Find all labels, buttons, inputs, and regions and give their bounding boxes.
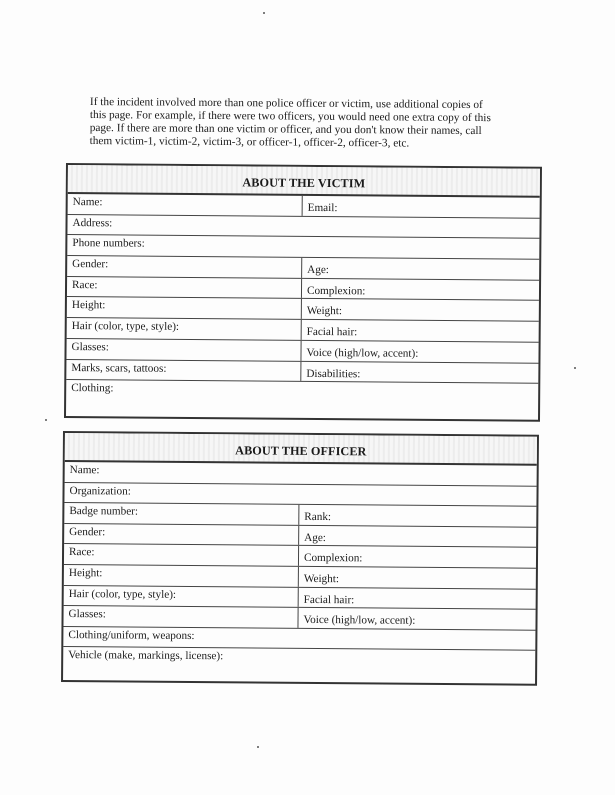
victim-marks-field[interactable]: Marks, scars, tattoos: [66, 360, 301, 382]
victim-voice-field[interactable]: Voice (high/low, accent): [306, 346, 419, 360]
instructions-line: page. If there are more than one victim or officer, and you don't know their names, call [89, 121, 482, 138]
instructions-line: them victim-1, victim-2, victim-3, or officer-1, officer-2, officer-3, etc. [89, 134, 410, 150]
victim-disabilities-field[interactable]: Disabilities: [306, 367, 361, 380]
officer-hair-field[interactable]: Hair (color, type, style): [64, 586, 299, 607]
victim-header [68, 165, 540, 198]
victim-facial-hair-field[interactable]: Facial hair: [306, 326, 358, 339]
victim-clothing-field[interactable]: Clothing: [71, 382, 114, 395]
officer-title: ABOUT THE OFFICER [235, 443, 367, 459]
officer-clothing-field[interactable]: Clothing/uniform, weapons: [68, 628, 195, 642]
scan-speck [257, 746, 259, 748]
scan-speck [45, 419, 47, 421]
victim-height-field[interactable]: Height: [67, 297, 302, 319]
victim-address-field[interactable]: Address: [72, 216, 113, 230]
victim-glasses-field[interactable]: Glasses: [66, 339, 301, 361]
officer-voice-field[interactable]: Voice (high/low, accent): [303, 614, 416, 627]
officer-glasses-field[interactable]: Glasses: [63, 606, 298, 627]
victim-title: ABOUT THE VICTIM [242, 175, 366, 191]
officer-rank-field[interactable]: Rank: [304, 511, 332, 524]
officer-table [61, 431, 539, 686]
instructions-paragraph [90, 96, 522, 151]
officer-complexion-field[interactable]: Complexion: [303, 552, 363, 565]
victim-phone-field[interactable]: Phone numbers: [72, 237, 145, 250]
officer-badge-field[interactable]: Badge number: [64, 503, 299, 524]
officer-header [65, 433, 537, 466]
victim-gender-field[interactable]: Gender: [67, 256, 302, 278]
instructions-line: this page. For example, if there were two officers, you would need one extra copy of this [89, 108, 491, 125]
victim-race-field[interactable]: Race: [67, 277, 302, 299]
officer-gender-field[interactable]: Gender: [64, 524, 299, 545]
victim-row-clothing [66, 380, 538, 421]
victim-complexion-field[interactable]: Complexion: [306, 284, 366, 298]
officer-name-field[interactable]: Name: [69, 464, 100, 477]
victim-email-field[interactable]: Email: [307, 201, 338, 215]
victim-age-field[interactable]: Age: [307, 263, 329, 277]
officer-row-vehicle [63, 647, 535, 687]
instructions-line: If the incident involved more than one police officer or victim, use additional copies of [89, 96, 483, 112]
scan-speck [263, 12, 265, 14]
officer-race-field[interactable]: Race: [64, 544, 299, 565]
officer-organization-field[interactable]: Organization: [69, 484, 131, 498]
victim-name-field[interactable]: Name: [68, 194, 303, 216]
officer-age-field[interactable]: Age: [304, 531, 326, 544]
victim-weight-field[interactable]: Weight: [306, 305, 343, 318]
victim-table [64, 163, 542, 422]
officer-weight-field[interactable]: Weight: [303, 572, 340, 586]
officer-height-field[interactable]: Height: [64, 565, 299, 586]
victim-hair-field[interactable]: Hair (color, type, style): [67, 318, 302, 340]
officer-vehicle-field[interactable]: Vehicle (make, markings, license): [68, 649, 224, 663]
officer-facial-hair-field[interactable]: Facial hair: [303, 593, 355, 606]
scan-speck [574, 367, 576, 369]
